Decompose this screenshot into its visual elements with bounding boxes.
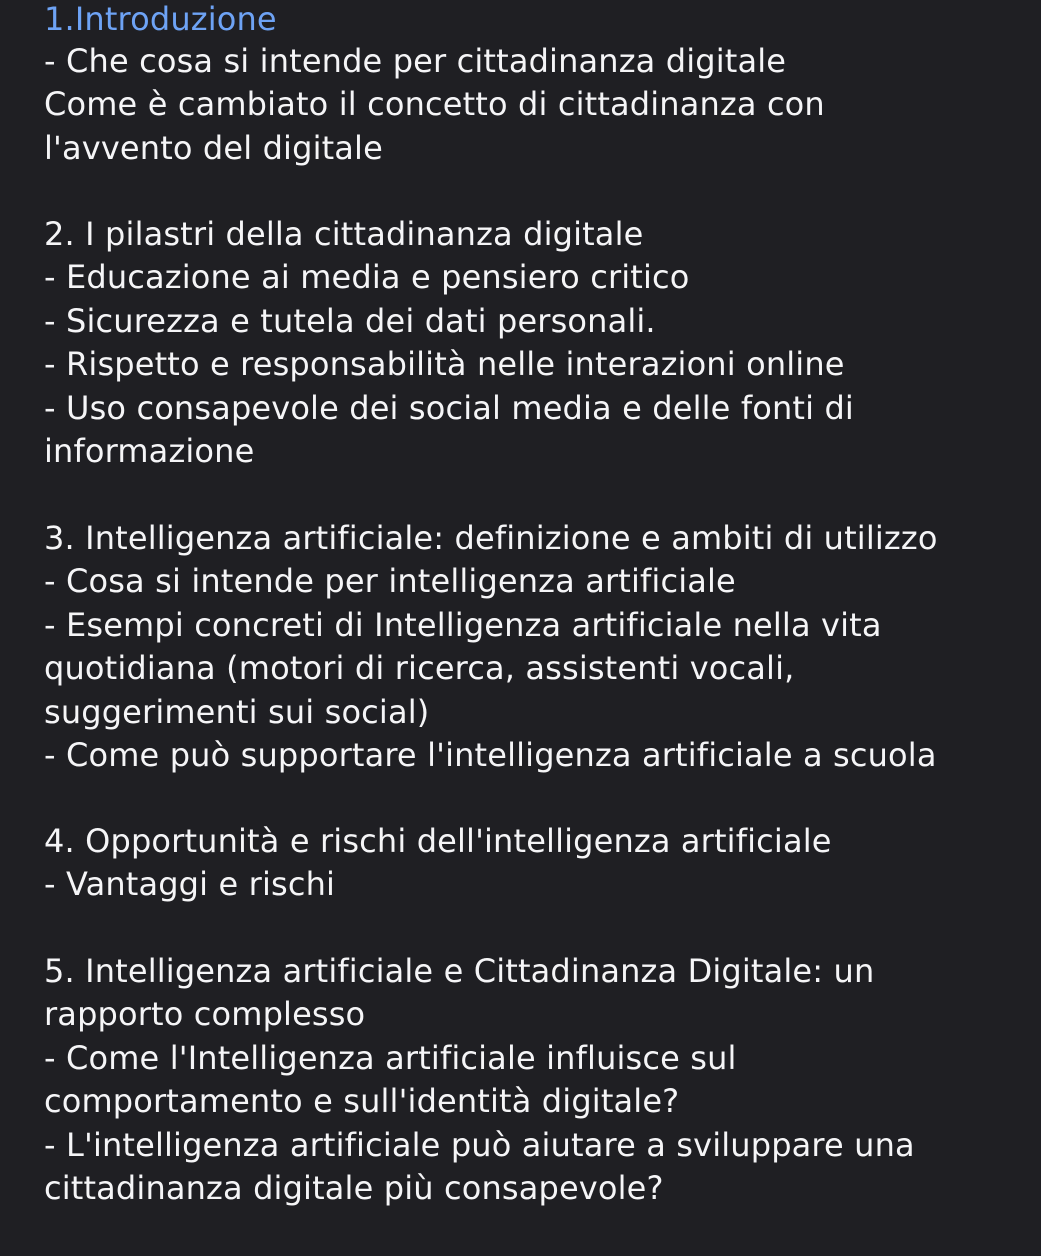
section-2-line-5: informazione	[44, 431, 255, 470]
section-2-line-2: - Sicurezza e tutela dei dati personali.	[44, 301, 656, 340]
section-1-line-3: l'avvento del digitale	[44, 128, 383, 167]
section-3-line-4: suggerimenti sui social)	[44, 692, 430, 731]
section-1-block	[44, 40, 1029, 170]
section-1-line-2: Come è cambiato il concetto di cittadinanza con	[44, 85, 825, 124]
section-1-line-1: - Che cosa si intende per cittadinanza digitale	[44, 42, 787, 80]
section-3-line-5: - Come può supportare l'intelligenza artificiale a scuola	[44, 735, 937, 774]
section-3-line-1: - Cosa si intende per intelligenza artificiale	[44, 562, 736, 601]
section-5-line-3: comportamento e sull'identità digitale?	[44, 1082, 680, 1121]
section-2-line-4: - Uso consapevole dei social media e delle fonti di	[44, 388, 854, 427]
section-5-line-4: - L'intelligenza artificiale può aiutare a sviluppare una	[44, 1125, 915, 1164]
title-row	[44, 0, 277, 41]
section-5-line-1: rapporto complesso	[44, 995, 366, 1034]
section-5-line-2: - Come l'Intelligenza artificiale influisce sul	[44, 1038, 737, 1077]
section-4-block	[44, 820, 1029, 907]
section-3-title: 3. Intelligenza artificiale: definizione e ambiti di utilizzo	[44, 519, 938, 557]
section-3-line-2: - Esempi concreti di Intelligenza artificiale nella vita	[44, 605, 882, 644]
section-5-block	[44, 950, 1029, 1210]
section-3-block	[44, 517, 1029, 777]
section-5-line-5: cittadinanza digitale più consapevole?	[44, 1168, 664, 1207]
section-4-title: 4. Opportunità e rischi dell'intelligenza artificiale	[44, 822, 832, 860]
section-2-block	[44, 213, 1029, 473]
section-2-title: 2. I pilastri della cittadinanza digitale	[44, 215, 644, 253]
section-2-line-1: - Educazione ai media e pensiero critico	[44, 258, 690, 297]
section-4-line-1: - Vantaggi e rischi	[44, 865, 336, 904]
section-3-line-3: quotidiana (motori di ricerca, assistenti vocali,	[44, 649, 795, 688]
section-1-title[interactable]: 1.Introduzione	[44, 0, 277, 38]
section-5-title: 5. Intelligenza artificiale e Cittadinanza Digitale: un	[44, 952, 875, 990]
section-2-line-3: - Rispetto e responsabilità nelle interazioni online	[44, 345, 845, 384]
